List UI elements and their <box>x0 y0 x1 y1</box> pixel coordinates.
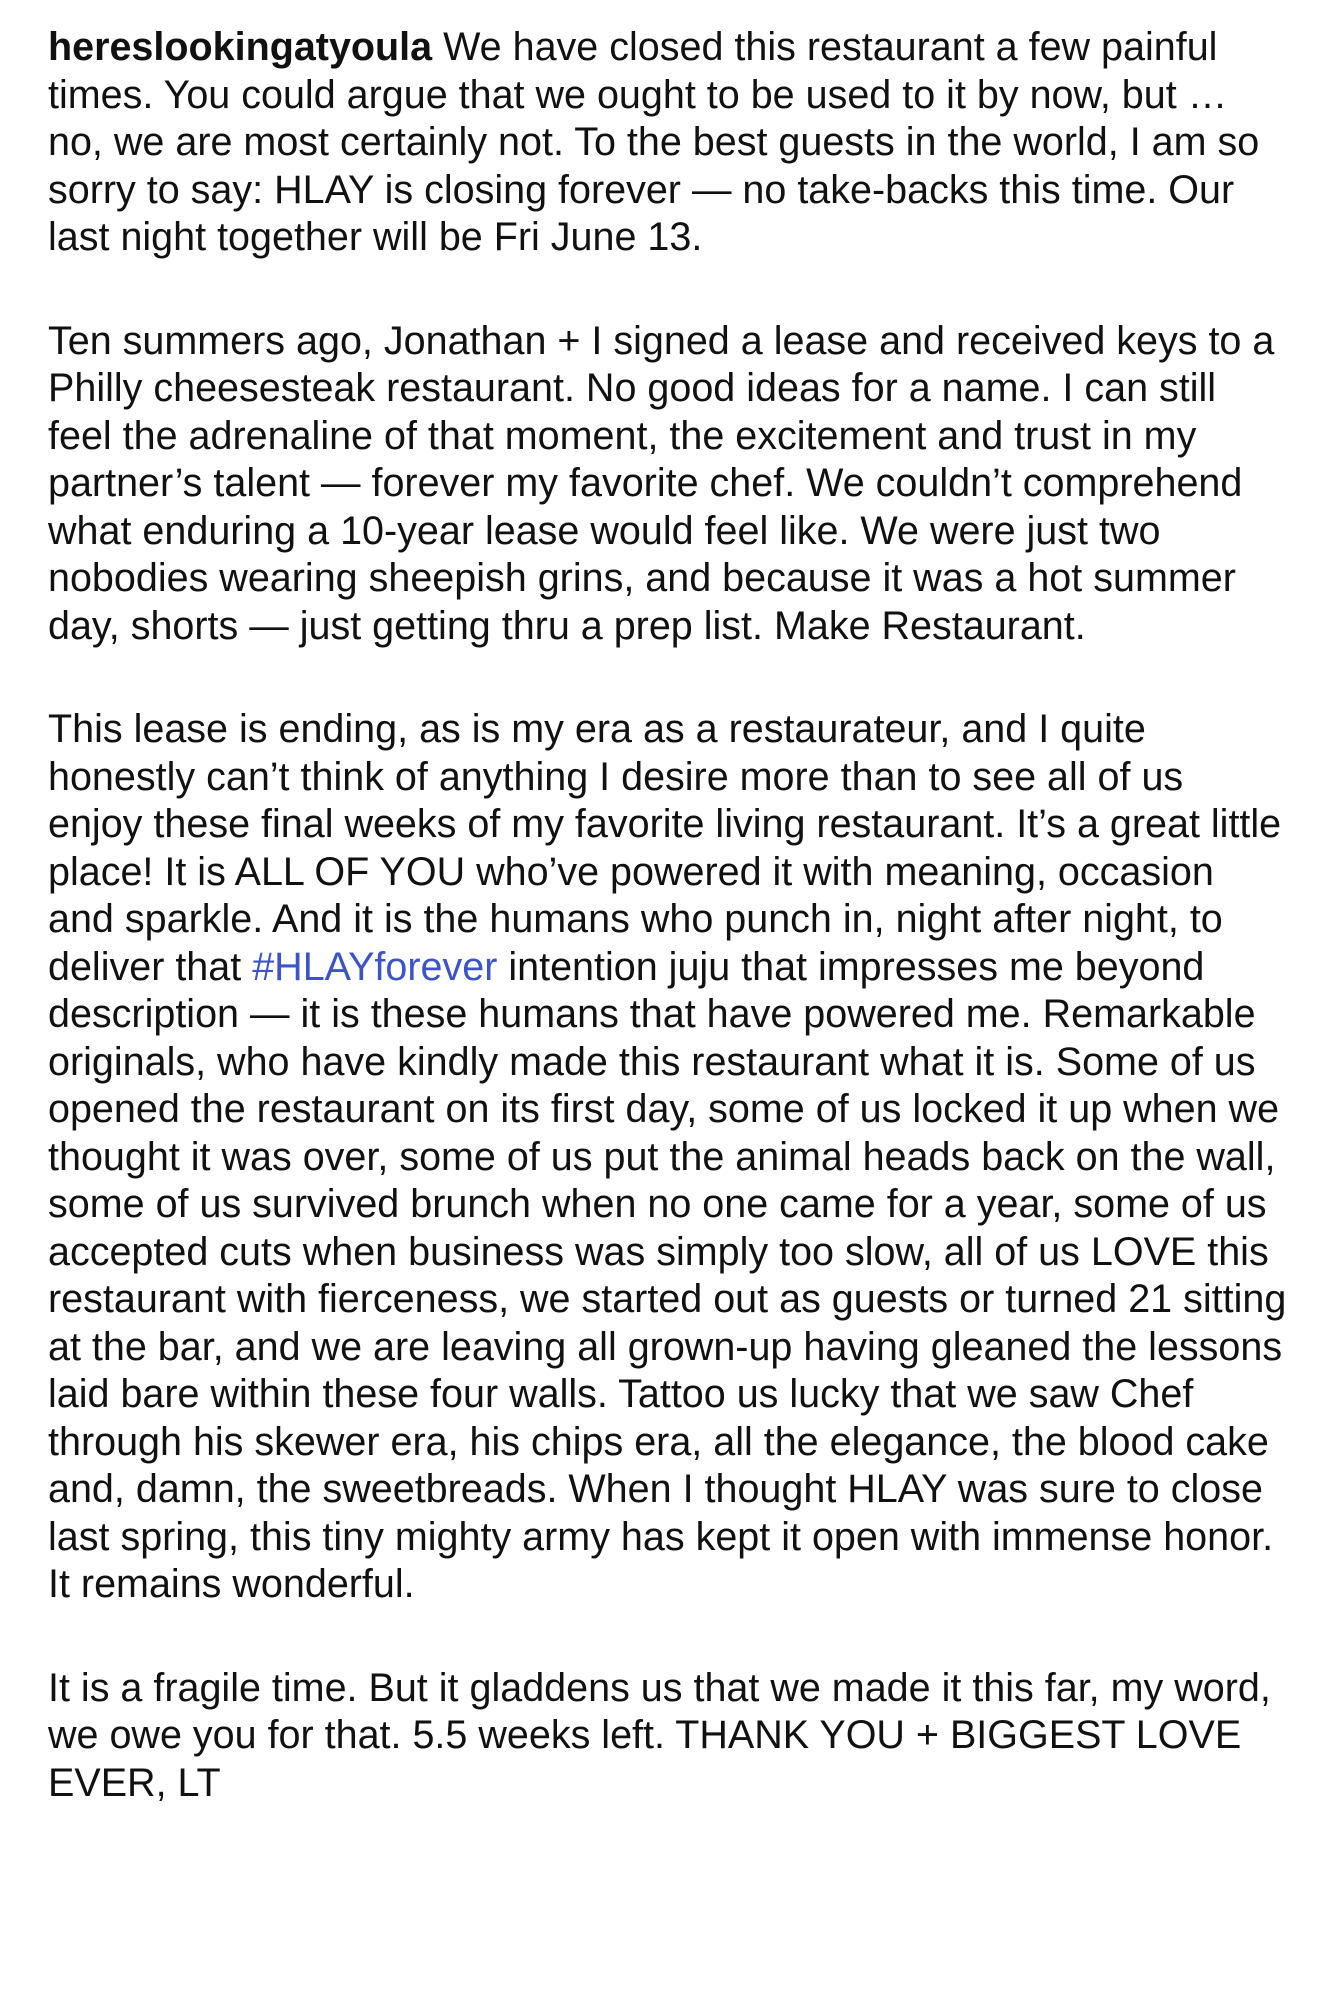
username-link[interactable]: hereslookingatyoula <box>48 25 433 69</box>
caption-text-3b: intention juju that impresses me beyond description — it is these humans that have powered me. Remarkable originals, who have kindly made this restaurant what it is. Some of us opened the restaurant on its first day, some of us locked it up when we thought it was over, some of us put the animal heads back on the wall, some of us survived brunch when no one came for a year, some of us accepted cuts when business was simply too slow, all of us LOVE this restaurant with fierceness, we started out as guests or turned 21 sitting at the bar, and we are leaving all grown-up having gleaned the lessons laid bare within these four walls. Tattoo us lucky that we saw Chef through his skewer era, his chips era, all the elegance, the blood cake and, damn, the sweetbreads. When I thought HLAY was sure to close last spring, this tiny mighty army has kept it open with immense honor. It remains wonderful. <box>48 944 1287 1606</box>
caption-text-1: We have closed this restaurant a few painful times. You could argue that we ought to be used to it by now, but … no, we are most certainly not. To the best guests in the world, I am so sorry to say: HLAY is closing forever — no take-backs this time. Our last night together will be Fri June 13. <box>48 25 1260 259</box>
hashtag-link[interactable]: #HLAYforever <box>252 944 498 989</box>
caption-paragraph-2 <box>48 318 1288 651</box>
post-caption <box>48 24 1288 1807</box>
caption-paragraph-3 <box>48 706 1288 1609</box>
caption-text-3a: This lease is ending, as is my era as a restaurateur, and I quite honestly can’t think of anything I desire more than to see all of us enjoy these final weeks of my favorite living restaurant. It’s a great little place! It is ALL OF YOU who’ve powered it with meaning, occasion and sparkle. And it is the humans who punch in, night after night, to deliver that <box>48 707 1282 989</box>
caption-text-4: It is a fragile time. But it gladdens us that we made it this far, my word, we owe you for that. 5.5 weeks left. THANK YOU + BIGGEST LOVE EVER, LT <box>48 1665 1271 1805</box>
caption-text-2: Ten summers ago, Jonathan + I signed a lease and received keys to a Philly cheesesteak restaurant. No good ideas for a name. I can still feel the adrenaline of that moment, the excitement and trust in my partner’s talent — forever my favorite chef. We couldn’t comprehend what enduring a 10-year lease would feel like. We were just two nobodies wearing sheepish grins, and because it was a hot summer day, shorts — just getting thru a prep list. Make Restaurant. <box>48 318 1275 648</box>
caption-paragraph-4 <box>48 1665 1288 1808</box>
caption-paragraph-1 <box>48 24 1288 262</box>
